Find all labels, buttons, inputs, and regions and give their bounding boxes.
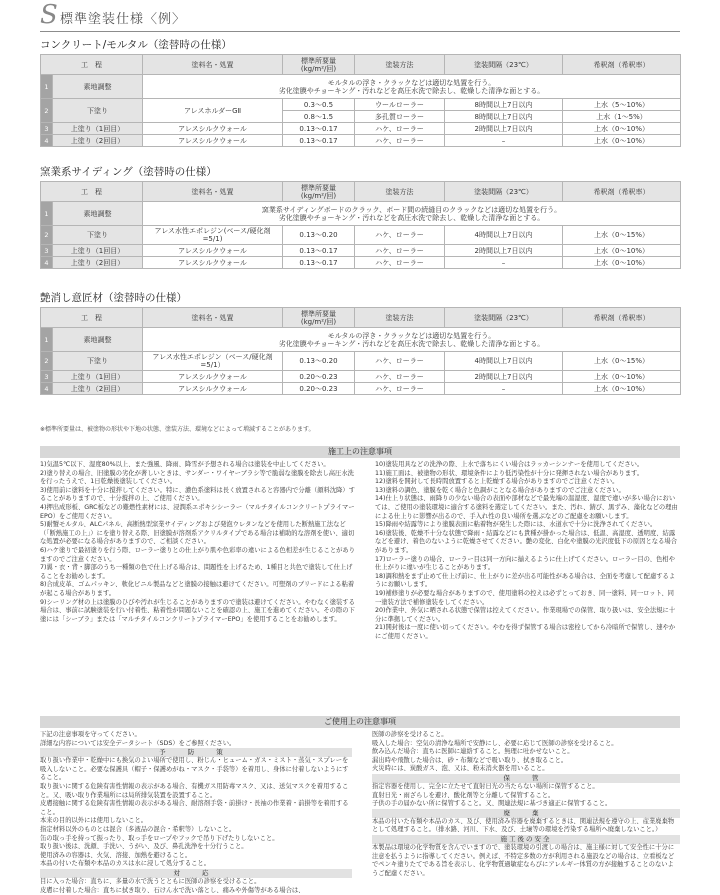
header-process: 工 程 xyxy=(41,55,143,75)
usage-sub-storage: 保 管 xyxy=(372,774,680,783)
surface-prep-note: モルタルの浮き・クラックなどは適切な処置を行う。 劣化塗膜やチョーキング・汚れなどを高圧水洗で除去し、乾燥した清浄な面とする。 xyxy=(143,328,681,352)
usage-right-column xyxy=(372,731,680,877)
spec-section-3 xyxy=(40,291,680,395)
step-name: 上塗り（1回目） xyxy=(53,371,143,383)
header-process: 工 程 xyxy=(41,182,143,202)
interval-cell: 4時間以上7日以内 xyxy=(445,352,563,371)
spec-table xyxy=(40,181,681,269)
header-interval: 塗装間隔（23℃） xyxy=(445,182,563,202)
construction-notes xyxy=(40,461,680,711)
footnote: ※標準所要量は、被塗物の形状や下地の状態、塗装方法、環境などによって増減することがあります。 xyxy=(40,426,315,433)
header-material: 塗料名・処置 xyxy=(143,182,283,202)
header-thinner: 希釈剤（希釈率） xyxy=(563,55,681,75)
header-amount: 標準所要量 (kg/m²/回) xyxy=(283,182,355,202)
interval-cell: 4時間以上7日以内 xyxy=(445,226,563,245)
material-name: アレスシルクウォール xyxy=(143,135,283,147)
table-row xyxy=(41,371,681,383)
table-row xyxy=(41,135,681,147)
material-name: アレスシルクウォール xyxy=(143,371,283,383)
interval-cell: 2時間以上7日以内 xyxy=(445,371,563,383)
method-cell: ウールローラー xyxy=(355,99,445,111)
usage-notes xyxy=(40,731,680,894)
logo-mark: S xyxy=(40,0,58,30)
usage-response-text: 目に入った場合：直ちに、多量の水で洗うとともに医師の診察を受けること。 皮膚に付着した場合：直ちに拭き取り、石けん水で洗い落とし、痛みや外傷等がある場合は、 xyxy=(40,877,305,894)
step-name: 素地調整 xyxy=(53,202,143,226)
interval-cell: 2時間以上7日以内 xyxy=(445,245,563,257)
amount-cell: 0.3～0.5 xyxy=(283,99,355,111)
thinner-cell: 上水（5～10%） xyxy=(563,99,681,111)
amount-cell: 0.13～0.17 xyxy=(283,135,355,147)
step-name: 上塗り（1回目） xyxy=(53,123,143,135)
usage-sub-response: 対 応 xyxy=(40,869,352,878)
usage-storage-text: 指定容器を使用し、完全に立たせて直射日光の当たらない場所に保管すること。 直射日光・雨ざらしを避け、酸化剤等と分離して保管すること。 子供の手の届かない所に保管すること。又、関連法規に基づき適正に保管すること。 xyxy=(372,782,612,808)
spec-section-1 xyxy=(40,38,680,147)
step-name: 上塗り（1回目） xyxy=(53,245,143,257)
table-row xyxy=(41,352,681,371)
table-row xyxy=(41,383,681,395)
method-cell: ハケ、ローラー xyxy=(355,383,445,395)
material-name: アレス水性エポレジン(ベース/硬化剤=5/1) xyxy=(143,226,283,245)
usage-sub-disposal: 廃 棄 xyxy=(372,809,680,818)
step-number: 2 xyxy=(41,352,53,371)
page-title: 標準塗装仕様〈例〉 xyxy=(60,12,187,27)
usage-title: ご使用上の注意事項 xyxy=(40,716,680,728)
thinner-cell: 上水（0～10%） xyxy=(563,383,681,395)
step-number: 2 xyxy=(41,99,53,123)
header-thinner: 希釈剤（希釈率） xyxy=(563,182,681,202)
amount-cell: 0.8～1.5 xyxy=(283,111,355,123)
thinner-cell: 上水（0～15%） xyxy=(563,352,681,371)
amount-cell: 0.20～0.23 xyxy=(283,383,355,395)
thinner-cell: 上水（0～10%） xyxy=(563,257,681,269)
step-number: 3 xyxy=(41,371,53,383)
header-method: 塗装方法 xyxy=(355,308,445,328)
step-number: 4 xyxy=(41,383,53,395)
spec-section-2 xyxy=(40,165,680,269)
usage-safety-text: 本製品は環境の化学物質を含んでいますので、塗装環境の引渡しの場合は、施主様に対して安全性に十分に注意を払うように指導してください。例えば、不特定多数の方が利用される施設などの場合は、立看板などでペンキ塗りたてである旨を表示し、化学物質過敏症ならびにアレルギー体質の方が接触することのないようご配慮ください。 xyxy=(372,843,675,877)
header-interval: 塗装間隔（23℃） xyxy=(445,55,563,75)
header-amount: 標準所要量 (kg/m²/回) xyxy=(283,55,355,75)
table-row xyxy=(41,245,681,257)
method-cell: ハケ、ローラー xyxy=(355,245,445,257)
header-method: 塗装方法 xyxy=(355,182,445,202)
method-cell: ハケ、ローラー xyxy=(355,135,445,147)
step-number: 1 xyxy=(41,75,53,99)
table-row xyxy=(41,123,681,135)
usage-sub-prevention: 予 防 策 xyxy=(40,748,352,757)
usage-response-cont: 医師の診察を受けること。 吸入した場合：空気の清浄な場所で安静にし、必要に応じて医師の診察を受けること。 飲み込んだ場合：直ちに医師に連絡すること。無理に吐かせないこと。 漏出時や飛散した場合は、砂・布類などで吸い取り、拭き取ること。 火災時には、炭酸ガス、泡、又は、粉末消火器を用いること。 xyxy=(372,731,618,773)
header-material: 塗料名・処置 xyxy=(143,55,283,75)
step-name: 素地調整 xyxy=(53,75,143,99)
step-name: 素地調整 xyxy=(53,328,143,352)
amount-cell: 0.13～0.17 xyxy=(283,257,355,269)
spec-table xyxy=(40,307,681,395)
table-row xyxy=(41,257,681,269)
method-cell: ハケ、ローラー xyxy=(355,123,445,135)
page-header xyxy=(0,0,720,40)
step-number: 2 xyxy=(41,226,53,245)
interval-cell: 8時間以上7日以内 xyxy=(445,111,563,123)
interval-cell: – xyxy=(445,383,563,395)
material-name: アレスシルクウォール xyxy=(143,245,283,257)
table-row xyxy=(41,99,681,111)
amount-cell: 0.13～0.17 xyxy=(283,123,355,135)
method-cell: 多孔質ローラー xyxy=(355,111,445,123)
section-title: コンクリート/モルタル（塗替時の仕様） xyxy=(40,39,232,51)
header-material: 塗料名・処置 xyxy=(143,308,283,328)
step-name: 上塗り（2回目） xyxy=(53,257,143,269)
step-number: 4 xyxy=(41,135,53,147)
step-number: 1 xyxy=(41,202,53,226)
spec-table xyxy=(40,54,681,147)
construction-right-column xyxy=(375,461,680,711)
amount-cell: 0.13～0.20 xyxy=(283,226,355,245)
material-name: アレスホルダーGⅡ xyxy=(143,99,283,123)
table-row xyxy=(41,226,681,245)
method-cell: ハケ、ローラー xyxy=(355,352,445,371)
section-title: 艶消し意匠材（塗替時の仕様） xyxy=(40,292,187,304)
header-thinner: 希釈剤（希釈率） xyxy=(563,308,681,328)
usage-sub-safety: 施工後の安全 xyxy=(372,835,680,844)
step-number: 3 xyxy=(41,123,53,135)
step-number: 3 xyxy=(41,245,53,257)
interval-cell: – xyxy=(445,135,563,147)
step-name: 下塗り xyxy=(53,99,143,123)
construction-right-text: 10)塗装用具などの洗浄の際、上水で落ちにくい場合はラッカーシンナーを使用してください。 11)施工面は、被塗物の形状、環境条件により低汚染性が十分に発揮されない場合があります。 12)塗料を開封して長時間放置すると上乾燥する場合がありますのでご注意ください。 13)塗料の調色、塗膜を乾く場合と色調がことなる場合がありますのでご注意ください。 14)仕上り状態は、雨降りの少ない場合の表面や部材などで最先端の温湿度、湿度で違いが多い場合においては、ご使用の塗装環境に適合する塗料を選定してください。また、汚れ、錆び、黒ずみ、藻化などの理由による仕上りに影響が出るので、手入れ性の良い場所を選ぶなどのご配慮をお願いします。 15)降雨や結露等により塗膜表面に粘着物が発生した際には、水道水で十分に洗浄されてください。 16)塗装後、乾燥不十分な状態で降雨・結露などにも貴種が掛かった場合は、低温、高湿度、透明度、結露などを避け、着色のないように乾燥させてください。艶の変化、白化や塗膜の光沢度低下の原因となる場合があります。 17)ローラー塗りの場合、ローラー目は同一方向に揃えるように仕上げてください。ローラー目の、色相や仕上がりに違いが生じることがあります。 18)調和熱をまず止めて仕上げ前に、仕上がりに差が出る可能性がある場合は、全面を考慮して配慮するようにお願いします。 19)補修塗りが必要な場合がありますので、使用塗料の控えは必ずとっておき、同一塗料、同一ロット、同一塗装方法で補修塗装をしてください。 20)作業中、外気に晒される状態で保管は控えてください。作業現場での保管、取り扱いは、安全法規に十分に準拠してください。 21)開封後は一度に使い切ってください。やむを得ず保管する場合は密栓してから冷暗所で保管し、速やかにご使用ください。 xyxy=(375,461,678,640)
construction-left-text: 1)気温5℃以下、湿度80%以上、また強風、降雨、降雪が予想される場合は塗装を中止してください。 2)塗り替えの場合、旧塗膜の劣化が著しいときは、サンダー・ワイヤーブラシ等で脆弱な塗膜を除去し高圧水洗を行ったうえで、1日乾燥後塗装してください。 3)使用前に塗料を十分に撹拌してください。特に、濃色系塗料は長く放置されると容器内で分離（顔料沈降）することがありますので、十分撹拌の上、ご使用ください。 4)押出成形板、GRC板などの難燃性素材には、浸潤系エポキシシーラー（マルチタイルコンクリートプライマーEPO）をご使用ください。 5)耐蟹モルタル、ALCパネル、高断熱型窯業サイディングおよび発泡ウレタンなどを使用した断熱施工法など（「断熱施工の上」）にを塗り替える際、旧塗膜が溶剤系アクリルタイプである場合は補助的な溶剤を使い、適切な処置が必要になる場合がありますので、ご相談ください。 6)ハケ塗りで最初塗りを行う際、ローラー塗りとの仕上がり肌や色彩率の違いによる色相差が生じることがありますのでご注意ください。 7)翼・衣・背・脚部のうち一種類の色で仕上げる場合は、問題性を上げるため、1種目と共色で塗装して仕上げることをお勧めします。 8)合成皮革、ゴムパッキン、軟化ビニル製品などと塗膜の接触は避けてください。可塑剤のブリードによる粘着が起こる場合があります。 9)シーリング材の上は塗膜のひびや汚れが生じることがありますので塗装は避けてください。やむなく塗装する場合は、事前に試験塗装を行い付着性、粘着性が問題ないことを確認の上、施工を進めてください。その際の下塗には「シーブラ」または「マルチタイルコンクリートプライマーEPO」を使用することをお勧めします。 xyxy=(40,461,356,623)
thinner-cell: 上水（0～10%） xyxy=(563,245,681,257)
thinner-cell: 上水（0～10%） xyxy=(563,123,681,135)
method-cell: ハケ、ローラー xyxy=(355,257,445,269)
usage-intro: 下記の注意事項を守ってください。 詳細な内容については安全データシート（SDS）をご参照ください。 xyxy=(40,731,236,747)
thinner-cell: 上水（0～10%） xyxy=(563,135,681,147)
header-amount: 標準所要量 (kg/m²/回) xyxy=(283,308,355,328)
thinner-cell: 上水（1～5%） xyxy=(563,111,681,123)
method-cell: ハケ、ローラー xyxy=(355,226,445,245)
thinner-cell: 上水（0～10%） xyxy=(563,371,681,383)
step-name: 下塗り xyxy=(53,352,143,371)
step-name: 下塗り xyxy=(53,226,143,245)
step-number: 4 xyxy=(41,257,53,269)
surface-prep-note: 窯業系サイディングボードのクラック、ボード間の続縫目のクラックなどは適切な処置を行う。 劣化塗膜やチョーキング・汚れなどを高圧水洗で除去し、乾燥した清浄な面とする。 xyxy=(143,202,681,226)
thinner-cell: 上水（0～15%） xyxy=(563,226,681,245)
interval-cell: 2時間以上7日以内 xyxy=(445,123,563,135)
amount-cell: 0.13～0.20 xyxy=(283,352,355,371)
method-cell: ハケ、ローラー xyxy=(355,371,445,383)
step-name: 上塗り（2回目） xyxy=(53,135,143,147)
construction-title: 施工上の注意事項 xyxy=(40,446,680,458)
amount-cell: 0.20～0.23 xyxy=(283,371,355,383)
usage-prevention-text: 取り扱い作業中・乾燥中にも換気のよい場所で使用し、粉じん・ヒューム・ガス・ミスト・蒸気・スプレーを吸入しないこと。必要な保護具（帽子・保護めがね・マスク・手袋等）を着用し、身体に付着しないようにすること。 取り扱いに関する危険有害性情報の表示がある場合、有機ガス用防毒マスク、又は、送気マスクを着用すること。又、吸い取り作業場所には局所排気装置を設置すること。 皮膚接触に関する危険有害性情報の表示がある場合、耐溶剤手袋・前掛け・長袖の作業着・前掛等を着用すること。 本来の目的以外には使用しないこと。 指定材料以外のものとは混合（多液品の混合・希釈等）しないこと。 缶の取っ手を持って振ったり、取っ手をロープやフックで吊り下げたりしないこと。 取り扱い後は、洗顔、手洗い、うがい、及び、鼻孔洗浄を十分行うこと。 使用済みの容器は、火気、溶接、加熱を避けること。 本品の付いた布類や本品のカスは水に浸して処分すること。 xyxy=(40,757,349,868)
usage-disposal-text: 本品の付いた布類や本品のカス、及び、使用済み容器を廃棄するときは、関連法規を遵守の上、産業廃棄物として処理すること。（排水路、河川、下水、及び、土壌等の環境を汚染する場所へ廃棄しないこと。） xyxy=(372,817,675,834)
header-process: 工 程 xyxy=(41,308,143,328)
usage-left-column xyxy=(40,731,352,894)
amount-cell: 0.13～0.17 xyxy=(283,245,355,257)
step-name: 上塗り（2回目） xyxy=(53,383,143,395)
step-number: 1 xyxy=(41,328,53,352)
header-method: 塗装方法 xyxy=(355,55,445,75)
header-interval: 塗装間隔（23℃） xyxy=(445,308,563,328)
surface-prep-note: モルタルの浮き・クラックなどは適切な処置を行う。 劣化塗膜やチョーキング・汚れなどを高圧水洗で除去し、乾燥した清浄な面とする。 xyxy=(143,75,681,99)
material-name: アレス水性エポレジン（ベース/硬化剤=5/1） xyxy=(143,352,283,371)
table-row xyxy=(41,75,681,99)
interval-cell: 8時間以上7日以内 xyxy=(445,99,563,111)
header-rule xyxy=(40,31,680,32)
material-name: アレスシルクウォール xyxy=(143,257,283,269)
material-name: アレスシルクウォール xyxy=(143,123,283,135)
table-row xyxy=(41,328,681,352)
table-row xyxy=(41,202,681,226)
interval-cell: – xyxy=(445,257,563,269)
construction-left-column xyxy=(40,461,355,711)
section-title: 窯業系サイディング（塗替時の仕様） xyxy=(40,166,217,178)
material-name: アレスシルクウォール xyxy=(143,383,283,395)
